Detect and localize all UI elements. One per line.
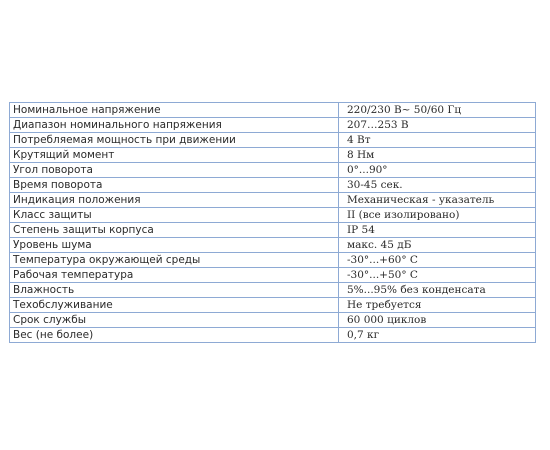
spec-value-cell: 8 Нм (339, 148, 536, 163)
spec-value-cell: 0°...90° (339, 163, 536, 178)
spec-name-cell: Потребляемая мощность при движении (10, 133, 339, 148)
spec-value-cell: 0,7 кг (339, 328, 536, 343)
spec-name-cell: Степень защиты корпуса (10, 223, 339, 238)
spec-value-cell: 30-45 сек. (339, 178, 536, 193)
spec-value-cell: IP 54 (339, 223, 536, 238)
table-row (10, 103, 536, 118)
spec-value-cell: 220/230 В~ 50/60 Гц (339, 103, 536, 118)
spec-value-cell: 60 000 циклов (339, 313, 536, 328)
spec-name-cell: Время поворота (10, 178, 339, 193)
table-row (10, 223, 536, 238)
spec-name-cell: Угол поворота (10, 163, 339, 178)
spec-name-cell: Крутящий момент (10, 148, 339, 163)
table-row (10, 283, 536, 298)
spec-value-cell: макс. 45 дБ (339, 238, 536, 253)
spec-value-cell: II (все изолировано) (339, 208, 536, 223)
table-row (10, 208, 536, 223)
spec-value-cell: Не требуется (339, 298, 536, 313)
spec-name-cell: Класс защиты (10, 208, 339, 223)
table-row (10, 148, 536, 163)
spec-value-cell: Механическая - указатель (339, 193, 536, 208)
spec-value-cell: 5%...95% без конденсата (339, 283, 536, 298)
table-row (10, 193, 536, 208)
spec-value-cell: 4 Вт (339, 133, 536, 148)
spec-name-cell: Уровень шума (10, 238, 339, 253)
spec-name-cell: Вес (не более) (10, 328, 339, 343)
spec-value-cell: -30°...+60° С (339, 253, 536, 268)
table-row (10, 313, 536, 328)
spec-name-cell: Индикация положения (10, 193, 339, 208)
table-row (10, 328, 536, 343)
table-row (10, 163, 536, 178)
spec-name-cell: Техобслуживание (10, 298, 339, 313)
spec-name-cell: Диапазон номинального напряжения (10, 118, 339, 133)
spec-name-cell: Номинальное напряжение (10, 103, 339, 118)
spec-name-cell: Влажность (10, 283, 339, 298)
specifications-table (9, 102, 536, 343)
table-row (10, 268, 536, 283)
spec-value-cell: 207…253 В (339, 118, 536, 133)
table-row (10, 298, 536, 313)
spec-name-cell: Температура окружающей среды (10, 253, 339, 268)
specifications-table-body (10, 103, 536, 343)
spec-value-cell: -30°...+50° С (339, 268, 536, 283)
table-row (10, 118, 536, 133)
spec-name-cell: Срок службы (10, 313, 339, 328)
table-row (10, 238, 536, 253)
table-row (10, 253, 536, 268)
table-row (10, 133, 536, 148)
table-row (10, 178, 536, 193)
spec-name-cell: Рабочая температура (10, 268, 339, 283)
